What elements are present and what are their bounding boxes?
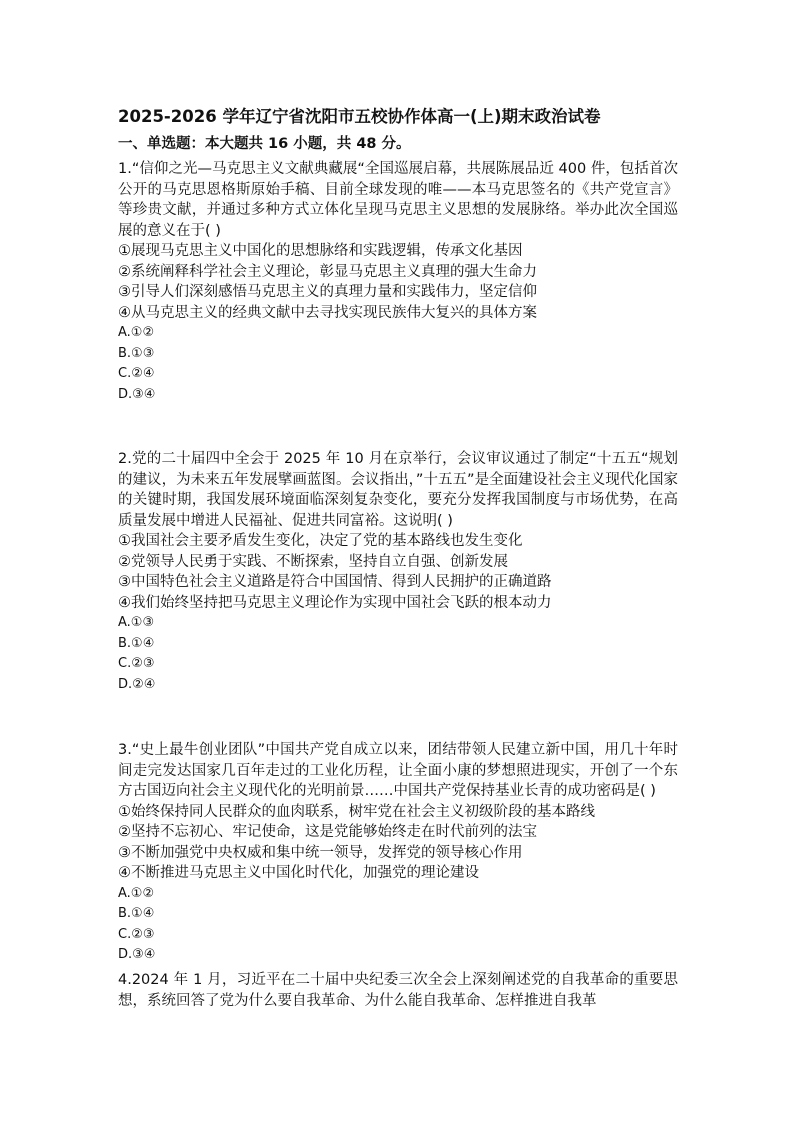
statement-option: ②坚持不忘初心、牢记使命，这是党能够始终走在时代前列的法宝 (118, 824, 537, 840)
answer-choice-d[interactable]: D.③④ (118, 386, 156, 402)
answer-choice-b[interactable]: B.①④ (118, 906, 155, 921)
answer-choice-a[interactable]: A.①② (118, 325, 155, 340)
answer-choice-b[interactable]: B.①③ (118, 345, 155, 361)
answer-choice-d[interactable]: D.②④ (118, 676, 156, 692)
question-stem: 4.2024 年 1 月，习近平在二十届中央纪委三次全会上深刻阐述党的自我革命的重要思想，系统回答了党为什么要自我革命、为什么能自我革命、怎样推进自我革 (118, 972, 678, 1009)
answer-choice-c[interactable]: C.②③ (118, 926, 155, 942)
question-2 (118, 449, 678, 695)
question-stem: 1.“信仰之光—马克思主义文献典藏展“全国巡展启幕，共展陈展品近 400 件，包括首次公开的马克思恩格斯原始手稿、目前全球发现的唯——本马克思签名的《共产党宣言》等珍贵文献，并通过多种方式立体化呈现马克思主义思想的发展脉络。举办此次全国巡展的意义在于( ) (118, 161, 678, 239)
answer-choice-a[interactable]: A.①② (118, 885, 155, 901)
answer-choice-b[interactable]: B.①④ (118, 635, 155, 651)
statement-option: ④从马克思主义的经典文献中去寻找实现民族伟大复兴的具体方案 (118, 304, 537, 321)
section-heading: 一、单选题：本大题共 16 小题，共 48 分。 (118, 136, 411, 152)
statement-option: ①始终保持同人民群众的血肉联系，树牢党在社会主义初级阶段的基本路线 (118, 803, 595, 820)
statement-option: ③不断加强党中央权威和集中统一领导，发挥党的领导核心作用 (118, 844, 523, 861)
question-stem: 3.“史上最牛创业团队”中国共产党自成立以来，团结带领人民建立新中国，用几十年时间走完发达国家几百年走过的工业化历程，让全面小康的梦想照进现实，开创了一个东方古国迈向社会主义现代化的光明前景……中国共产党保持基业长青的成功密码是( ) (118, 742, 678, 799)
statement-option: ④不断推进马克思主义中国化时代化，加强党的理论建设 (118, 865, 479, 881)
statement-option: ①我国社会主要矛盾发生变化，决定了党的基本路线也发生变化 (118, 533, 523, 549)
statement-option: ③中国特色社会主义道路是符合中国国情、得到人民拥护的正确道路 (118, 574, 552, 590)
exam-title: 2025-2026 学年辽宁省沈阳市五校协作体高一(上)期末政治试卷 (118, 107, 601, 126)
statement-option: ②系统阐释科学社会主义理论，彰显马克思主义真理的强大生命力 (118, 263, 537, 280)
question-4 (118, 970, 678, 1011)
statement-option: ②党领导人民勇于实践、不断探索，坚持自立自强、创新发展 (118, 553, 508, 570)
question-stem: 2.党的二十届四中全会于 2025 年 10 月在京举行，会议审议通过了制定“十五五“规划的建议，为未来五年发展擘画蓝图。会议指出，”十五五”是全面建设社会主义现代化国家的关键时期，我国发展环境面临深刻复杂变化，要充分发挥我国制度与市场优势，在高质量发展中增进人民福祉、促进共同富裕。这说明( ) (118, 451, 678, 529)
statement-option: ③引导人们深刻感悟马克思主义的真理力量和实践伟力，坚定信仰 (118, 284, 537, 300)
answer-choice-a[interactable]: A.①③ (118, 615, 155, 630)
statement-option: ④我们始终坚持把马克思主义理论作为实现中国社会飞跃的根本动力 (118, 594, 552, 611)
question-1 (118, 159, 678, 405)
answer-choice-c[interactable]: C.②③ (118, 656, 155, 671)
answer-choice-c[interactable]: C.②④ (118, 366, 155, 381)
question-3 (118, 740, 678, 966)
statement-option: ①展现马克思主义中国化的思想脉络和实践逻辑，传承文化基因 (118, 243, 523, 259)
answer-choice-d[interactable]: D.③④ (118, 947, 156, 962)
